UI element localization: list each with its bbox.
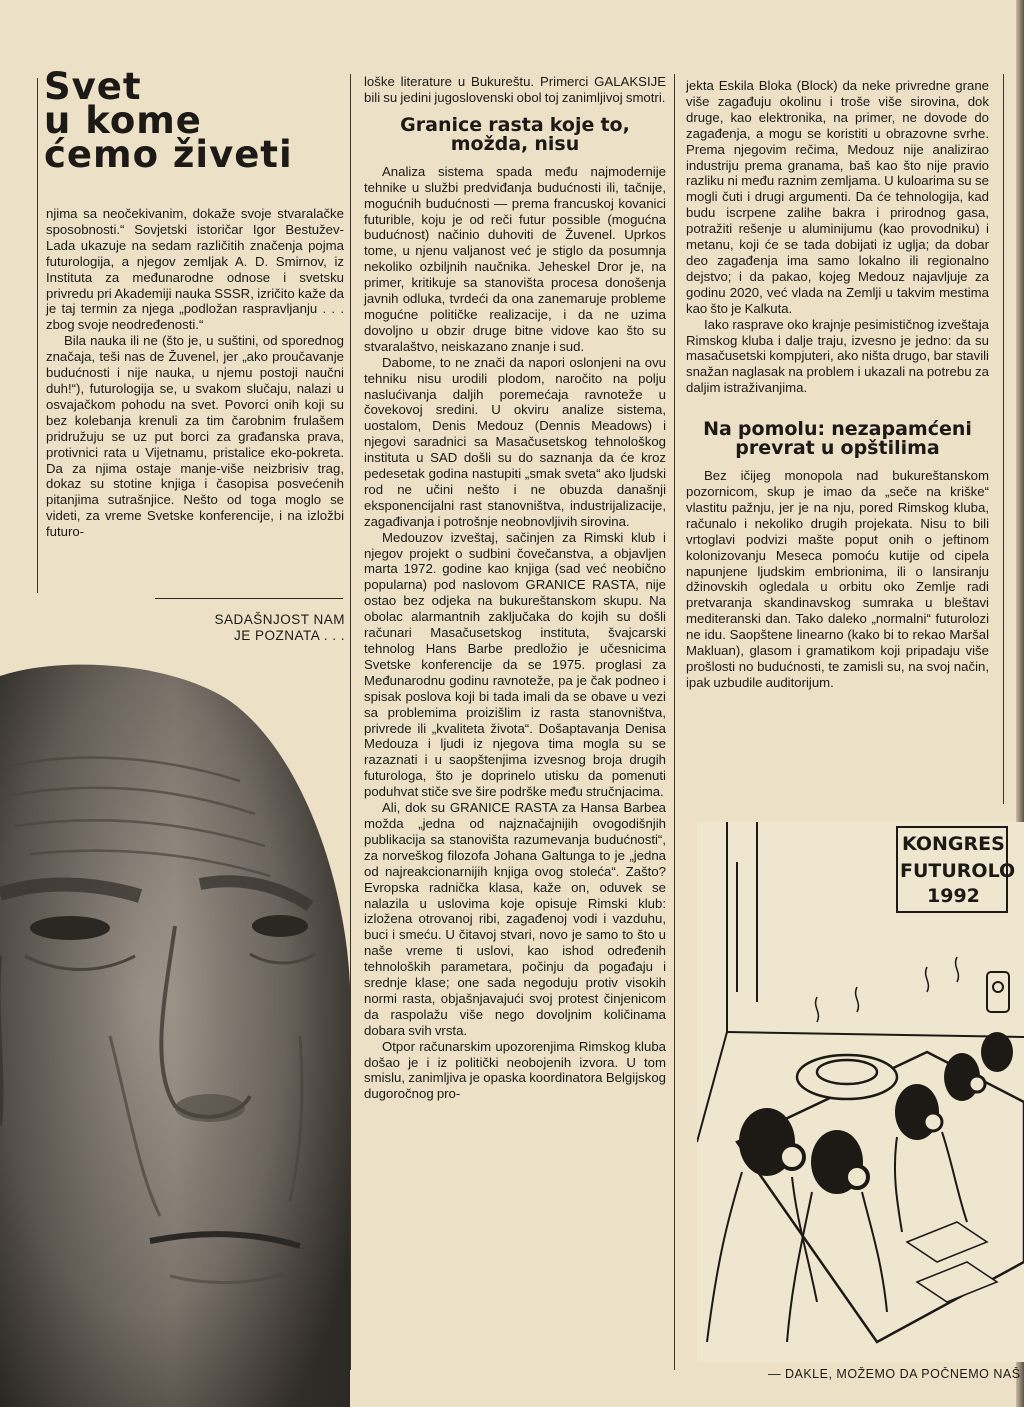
column-rule-right-edge: [1003, 74, 1004, 804]
cartoon-sign-line-1: KONGRES: [902, 833, 1005, 855]
paragraph: Ali, dok su GRANICE RASTA za Hansa Barbea možda „jedna od najznačajnijih ovogodišnjih publikacija sa stanovišta razumevanja budućnosti“, za norveškog filozofa Johana Galtunga to je „jedna od najreakcionarnijih knjiga ovog stoleća“. Zašto? Evropska radnička klasa, kaže on, oduvek se nalazila u uslovima koje opisuje Rimski klub: izložena otrovanoj ribi, zagađenoj vodi i vazduhu, buci i smeću. U čitavoj stvari, novo je samo to što u naše vreme ti uslovi, kao ishod određenih tehnoloških parametara, počinju da pogađaju i srednje klase; one sada negoduju protiv visokih normi rasta, objašnjavajući svoj protest činjenicom da raspolažu više nego dovoljnim količinama dobara svih vrsta.: [364, 800, 666, 1038]
paragraph: Medouzov izveštaj, sačinjen za Rimski klub i njegov projekt o sudbini čovečanstva, a objavljen marta 1972. godine kao knjiga (sad već neobično popularna) pod naslovom GRANICE RASTA, nije ostao bez odjeka na bukureštanskom skupu. Na obolac alarmantnih zaključaka do kojih su došli računari Masačusetskog instituta, švajcarski tehnolog Hans Barbe predložio je učesnicima Svetske konferencije da se 1975. proglasi za Međunarodnu godinu ravnoteže, pa je čak podneo i spisak poslova koji bi tada imali da se obave u vezi sa problemima proizišlim iz rasta stanovništva, privrede ili „kvaliteta života“. Došaptavanja Denisa Medouza i ljudi iz njegova tima mogla su se razaznati i u saopštenjima izvesnog broja drugih futurologa, što je doprinelo utisku da pomenuti poduhvat stiče sve šire podrške među stručnjacima.: [364, 529, 666, 800]
column-3-text: [686, 78, 989, 691]
cartoon-illustration: [697, 822, 1024, 1362]
paragraph: Bila nauka ili ne (što je, u suštini, od sporednog značaja, teši nas de Žuvenel, jer „ako proučavanje budućnosti i nije nauka, u njemu postoji naučni duh!“), futurologija se, u svakom slučaju, nalazi u osvajačkom pohodu na svet. Povorci onih koji su bez kolebanja krenuli za tim čarobnim frulašem pridružuju se uz put borci za građanska prava, protivnici rata u Vijetnamu, pristalice eko-pokreta. Da za njima ostaje manje-više neizbrisiv trag, dokaz su stotine knjiga i časopisa posvećenih pitanjima sutrašnjice. Nešto od toga moglo se videti, za vreme Svetske konferencije, i na izložbi futuro-: [46, 333, 344, 540]
portrait-photo: [0, 656, 350, 1407]
column-rule-left: [37, 78, 38, 593]
caption-rule: [155, 598, 343, 599]
paragraph: loške literature u Bukureštu. Primerci GALAKSIJE bili su jedini jugoslovenski obol toj zanimljivoj smotri.: [364, 74, 666, 105]
column-rule-middle: [350, 74, 351, 1370]
cartoon-sign-line-2: FUTUROLO: [900, 860, 1016, 882]
column-1-text: [46, 206, 344, 540]
section-headline: Na pomolu: nezapamćeni prevrat u opštilima: [703, 418, 972, 460]
paragraph: jekta Eskila Bloka (Block) da neke privredne grane više zagađuju okolinu i troše više sirovina, dok druge, kao elektronika, na primer, ne dovode do zagađenja, a mogu se koristiti u obrazovne svrhe. Prema njegovim rečima, Medouz nije analizirao industriju prema granama, baš kao što nije pravio razliku ni među raznim zemljama. U kuloarima su se mogli čuti i drugi argumenti. Da će tehnologija, kad budu iscrpene zalihe bakra i prirodnog gasa, potražiti rešenje u aluminijumu (kao provodniku) i metanu, koji će se tada dobijati iz uglja; da dobar deo zagađenja ima samo lokalno ili regionalno dejstvo; i da pakao, kojeg Medouz najavljuje za godinu 2020, već vlada na Zemlji u takvim mestima kao što je Kalkuta.: [686, 78, 989, 316]
paragraph: Analiza sistema spada među najmodernije tehnike u službi predviđanja budućnosti ili, tačnije, mogućnih budućnosti — prema francuskoj kovanici futurible, koju je od reči futur possible (mogućna budućnost) načinio duhoviti de Žuvenel. Uprkos tome, u njenu valjanost već je stiglo da posumnja nekoliko ozbiljnih naučnika. Jeheskel Dror je, na primer, kritikuje sa stanovišta procesa donošenja javnih odluka, tvrdeći da ona zanemaruje probleme mogućne političke realizacije, i da ne uzima dovoljno u obzir druge bitne vidove kao što su stvaralaštvo, neiskazano znanje i sud.: [364, 163, 666, 354]
paragraph: Iako rasprave oko krajnje pesimističnog izveštaja Rimskog kluba i dalje traju, izvesno je jedno: da su masačusetski kompjuteri, ako ništa drugo, bar stavili snažan naglasak na problem i ukazali na potrebu za daljim istraživanjima.: [686, 316, 989, 396]
paragraph: Dabome, to ne znači da napori oslonjeni na ovu tehniku nisu urodili plodom, naročito na polju naslućivanja daljih poremećaja ravnoteže u čovekovoj sredini. U okviru analize sistema, uostalom, Denis Medouz (Dennis Meadows) i njegovi saradnici sa Masačusetskog tehnološkog instituta u SAD došli su do saznanja da će kroz pedesetak godina nastupiti „smak sveta“ ako ljudski rod ne učini nešto i ne obuzda današnji eksponencijalni rast stanovništva, industrijalizacije, zagađivanja i potrošnje neobnovljivih sirovina.: [364, 354, 666, 529]
photo-caption: SADAŠNJOST NAM JE POZNATA . . .: [214, 612, 345, 643]
column-rule-right: [674, 74, 675, 1370]
column-2-text: [364, 74, 666, 1102]
section-headline: Granice rasta koje to, možda, nisu: [400, 113, 630, 155]
cartoon-caption: — DAKLE, MOŽEMO DA POČNEMO NAŠ: [768, 1367, 1021, 1381]
paragraph: Bez ičijeg monopola nad bukureštanskom pozornicom, skup je imao da „seče na kriške“ vlastitu pažnju, jer je na nju, pored Rimskog kluba, računalo i nekoliko drugih projekata. Nisu to bili vrtoglavi podvizi mašte poput onih o jeftinom kolonizovanju Meseca pomoću kutije od cipela napunjene ljudskim embrionima, ili o lansiranju džinovskih ogledala u orbitu oko Zemlje radi pretvaranja skandinavskog sumraka u bleštavi mediteranski dan. Tako daleko „normalni“ futurolozi ne idu. Saopštene linearno (kako bi to rekao Maršal Makluan), glasom i gramatikom koji pripadaju više prošlosti no budućnosti, te zamisli su, na svoj način, ipak uzbudile auditorijum.: [686, 468, 989, 690]
cartoon-sign-line-3: 1992: [927, 885, 980, 907]
paragraph: njima sa neočekivanim, dokaže svoje stvaralačke sposobnosti.“ Sovjetski istoričar Igor Bestužev-Lada ukazuje na sedam različitih značenja pojma futurologija, a njegov zemljak A. D. Smirnov, iz Instituta za međunarodne odnose i svetsku privredu pri Akademiji nauka SSSR, izričito kaže da je taj termin za njega „podložan raspravljanju . . . zbog svoje neodređenosti.“: [46, 206, 344, 333]
article-title: Svet u kome ćemo živeti: [44, 65, 293, 176]
paragraph: Otpor računarskim upozorenjima Rimskog kluba došao je i iz politički neobojenih izvora. U tom smislu, zanimljiva je opaska koordinatora Belgijskog dugoročnog pro-: [364, 1038, 666, 1102]
